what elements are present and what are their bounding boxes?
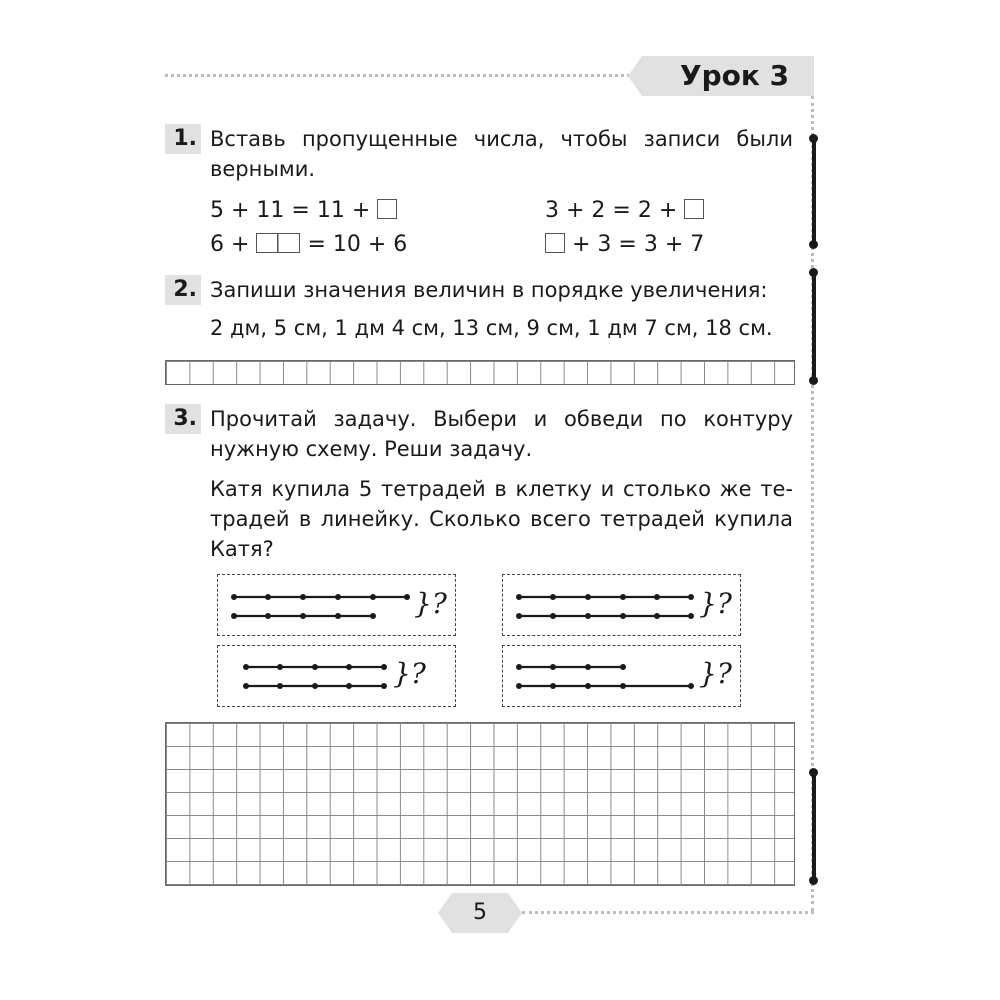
equation-text: 5 + 11 = 11 + <box>210 198 371 223</box>
brace-question: }? <box>699 657 732 690</box>
footer-dotted-line <box>522 911 814 914</box>
scheme-a[interactable] <box>217 574 456 636</box>
brace-question: }? <box>414 587 447 620</box>
margin-dot <box>809 268 818 277</box>
task-number: 1. <box>165 124 201 154</box>
equation-text: = 10 + 6 <box>307 232 408 257</box>
equation-text: 3 + 2 = 2 + <box>545 198 678 223</box>
answer-grid-task2[interactable] <box>165 360 795 385</box>
task2-text: Запиши значения величин в порядке увеличения: <box>210 278 768 302</box>
task2-values: 2 дм, 5 см, 1 дм 4 см, 13 см, 9 см, 1 дм 7 см, 18 см. <box>210 316 773 340</box>
scheme-d[interactable] <box>502 645 741 707</box>
task1-text: Вставь пропущенные числа, чтобы записи были <box>210 127 793 151</box>
margin-dot <box>809 768 818 777</box>
problem-text: Катя? <box>210 537 274 561</box>
answer-box[interactable] <box>545 233 565 253</box>
task1-text-cont: верными. <box>210 157 316 181</box>
scheme-c[interactable] <box>217 645 456 707</box>
margin-bar-task2 <box>812 272 816 380</box>
scheme-b[interactable] <box>502 574 741 636</box>
page-number: 5 <box>473 900 487 925</box>
task3-text-cont: нужную схему. Реши задачу. <box>210 437 533 461</box>
problem-text: традей в линейку. Сколько всего тетрадей купила <box>210 507 793 531</box>
margin-bar-task1 <box>812 138 816 244</box>
equation-1 <box>210 196 397 226</box>
answer-box[interactable] <box>377 199 397 219</box>
task3-text: Прочитай задачу. Выбери и обведи по контуру <box>210 407 793 431</box>
equation-text: 6 + <box>210 232 250 257</box>
equation-text: + 3 = 3 + 7 <box>572 232 705 257</box>
margin-dot <box>809 134 818 143</box>
equation-4 <box>545 230 704 260</box>
margin-dot <box>809 876 818 885</box>
brace-question: }? <box>699 587 732 620</box>
margin-dot <box>809 376 818 385</box>
margin-dot <box>809 240 818 249</box>
margin-bar-task3 <box>812 772 816 880</box>
brace-question: }? <box>393 657 426 690</box>
problem-text: Катя купила 5 тетрадей в клетку и столько же те- <box>210 477 793 501</box>
lesson-title: Урок 3 <box>680 59 790 92</box>
answer-grid-task3[interactable] <box>165 722 795 886</box>
header-dotted-line <box>165 74 630 77</box>
equation-3 <box>545 196 704 226</box>
answer-box-double[interactable] <box>256 233 300 253</box>
task-number: 2. <box>165 275 201 305</box>
equation-2 <box>210 230 407 260</box>
answer-box[interactable] <box>684 199 704 219</box>
task-number: 3. <box>165 404 201 434</box>
